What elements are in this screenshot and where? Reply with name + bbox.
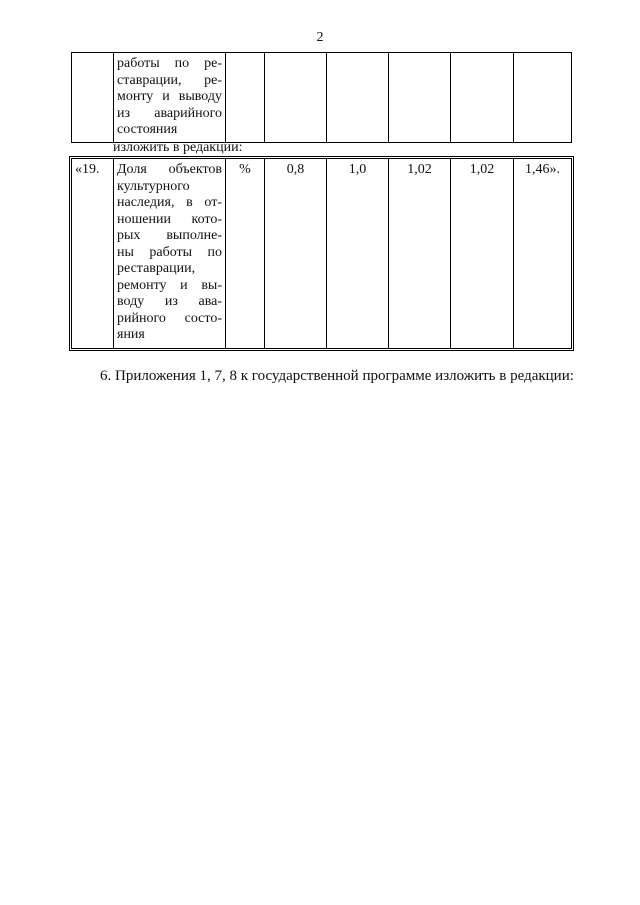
page-number: 2 bbox=[316, 30, 324, 45]
description-line: воду из ава- bbox=[117, 294, 222, 309]
paragraph-6: 6. Приложения 1, 7, 8 к государственной программе изложить в редакции: bbox=[100, 368, 574, 384]
table-cell-value: 0,8 bbox=[265, 159, 327, 349]
table-cell-value bbox=[451, 53, 514, 143]
description-line: монту и выводу bbox=[117, 89, 222, 104]
table-cell-description bbox=[114, 159, 226, 349]
table-row bbox=[72, 159, 572, 349]
amendment-intro: изложить в редакции: bbox=[113, 140, 243, 155]
table-cell-unit bbox=[226, 53, 265, 143]
table-cell-value: 1,46». bbox=[514, 159, 572, 349]
description-line: работы по ре- bbox=[117, 56, 222, 71]
table-cell-number: «19. bbox=[72, 159, 114, 349]
table-row bbox=[72, 53, 572, 143]
description-line: культурного bbox=[117, 178, 190, 194]
description-line: рийного состо- bbox=[117, 310, 222, 326]
table-cell-value: 1,02 bbox=[451, 159, 514, 349]
bottom-table-amended bbox=[71, 158, 572, 349]
description-line: Доля объектов bbox=[117, 162, 222, 177]
table-cell-value: 1,02 bbox=[389, 159, 451, 349]
top-table-fragment bbox=[71, 52, 572, 143]
table-cell-number bbox=[72, 53, 114, 143]
description-line: ставрации, ре- bbox=[117, 72, 222, 88]
description-line: наследия, в от- bbox=[117, 195, 222, 210]
description-line: из аварийного bbox=[117, 105, 222, 121]
description-line: рых выполне- bbox=[117, 228, 222, 243]
description-line: ны работы по bbox=[117, 244, 222, 260]
description-line: яния bbox=[117, 327, 145, 342]
table-cell-value: 1,0 bbox=[327, 159, 389, 349]
description-line: ношении кото- bbox=[117, 211, 222, 227]
description-line: ремонту и вы- bbox=[117, 277, 222, 293]
table-cell-description bbox=[114, 53, 226, 143]
table-cell-value bbox=[327, 53, 389, 143]
table-cell-unit: % bbox=[226, 159, 265, 349]
table-cell-value bbox=[265, 53, 327, 143]
description-line: реставрации, bbox=[117, 261, 196, 276]
description-line: состояния bbox=[117, 122, 178, 137]
table-cell-value bbox=[389, 53, 451, 143]
table-cell-value bbox=[514, 53, 572, 143]
